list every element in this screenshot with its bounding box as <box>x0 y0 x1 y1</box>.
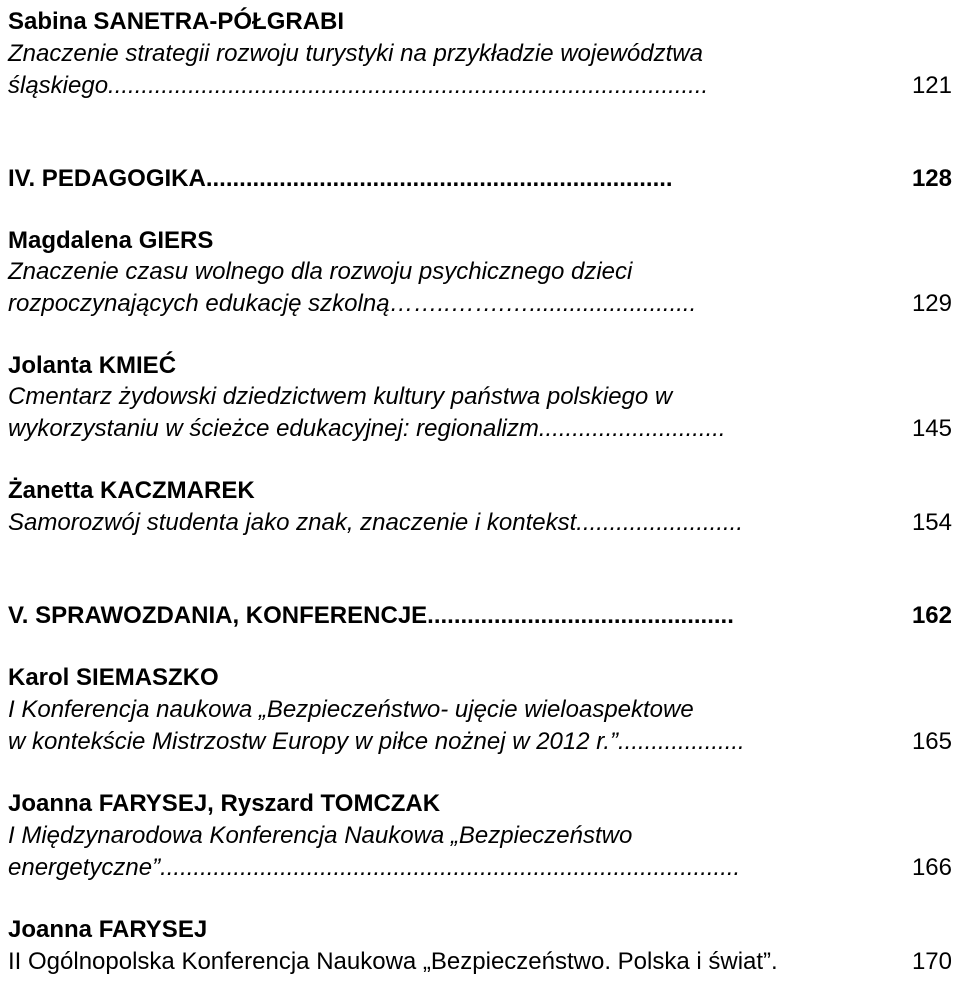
toc-page-number: 170 <box>911 948 952 975</box>
toc-author: Joanna FARYSEJ <box>8 916 208 943</box>
toc-author: Jolanta KMIEĆ <box>8 352 177 379</box>
toc-author: Sabina SANETRA-PÓŁGRABI <box>8 8 345 35</box>
toc-page-number: 162 <box>911 602 952 629</box>
toc-section-heading: IV. PEDAGOGIKA...................................................................... <box>8 165 673 192</box>
toc-title: Znaczenie czasu wolnego dla rozwoju psychicznego dzieci <box>8 258 633 285</box>
toc-section-heading: V. SPRAWOZDANIA, KONFERENCJE.............................................. <box>8 602 734 629</box>
toc-author: Joanna FARYSEJ, Ryszard TOMCZAK <box>8 790 441 817</box>
toc-title: w kontekście Mistrzostw Europy w piłce nożnej w 2012 r.”................... <box>8 728 745 755</box>
toc-title: śląskiego.......................................................................................... <box>8 72 709 99</box>
toc-title: Cmentarz żydowski dziedzictwem kultury państwa polskiego w <box>8 383 673 410</box>
toc-title: Samorozwój studenta jako znak, znaczenie i kontekst......................... <box>8 509 743 536</box>
toc-title: I Konferencja naukowa „Bezpieczeństwo- ujęcie wieloaspektowe <box>8 696 694 723</box>
toc-author: Żanetta KACZMAREK <box>8 477 255 504</box>
toc-page-number: 129 <box>911 290 952 317</box>
toc-author: Magdalena GIERS <box>8 227 214 254</box>
toc-title: wykorzystaniu w ścieżce edukacyjnej: regionalizm............................ <box>8 415 726 442</box>
toc-page-number: 165 <box>911 728 952 755</box>
toc-title: II Ogólnopolska Konferencja Naukowa „Bezpieczeństwo. Polska i świat”. <box>8 948 778 975</box>
toc-title: I Międzynarodowa Konferencja Naukowa „Bezpieczeństwo <box>8 822 633 849</box>
toc-page-number: 128 <box>911 165 952 192</box>
toc-author: Karol SIEMASZKO <box>8 664 219 691</box>
toc-page-number: 154 <box>911 509 952 536</box>
toc-page-number: 166 <box>911 854 952 881</box>
toc-title: energetyczne”....................................................................................... <box>8 854 741 881</box>
toc-title: rozpoczynających edukację szkolną……..…….…......................... <box>8 290 697 317</box>
toc-title: Znaczenie strategii rozwoju turystyki na przykładzie województwa <box>8 40 703 67</box>
toc-page-number: 145 <box>911 415 952 442</box>
toc-page-number: 121 <box>911 72 952 99</box>
